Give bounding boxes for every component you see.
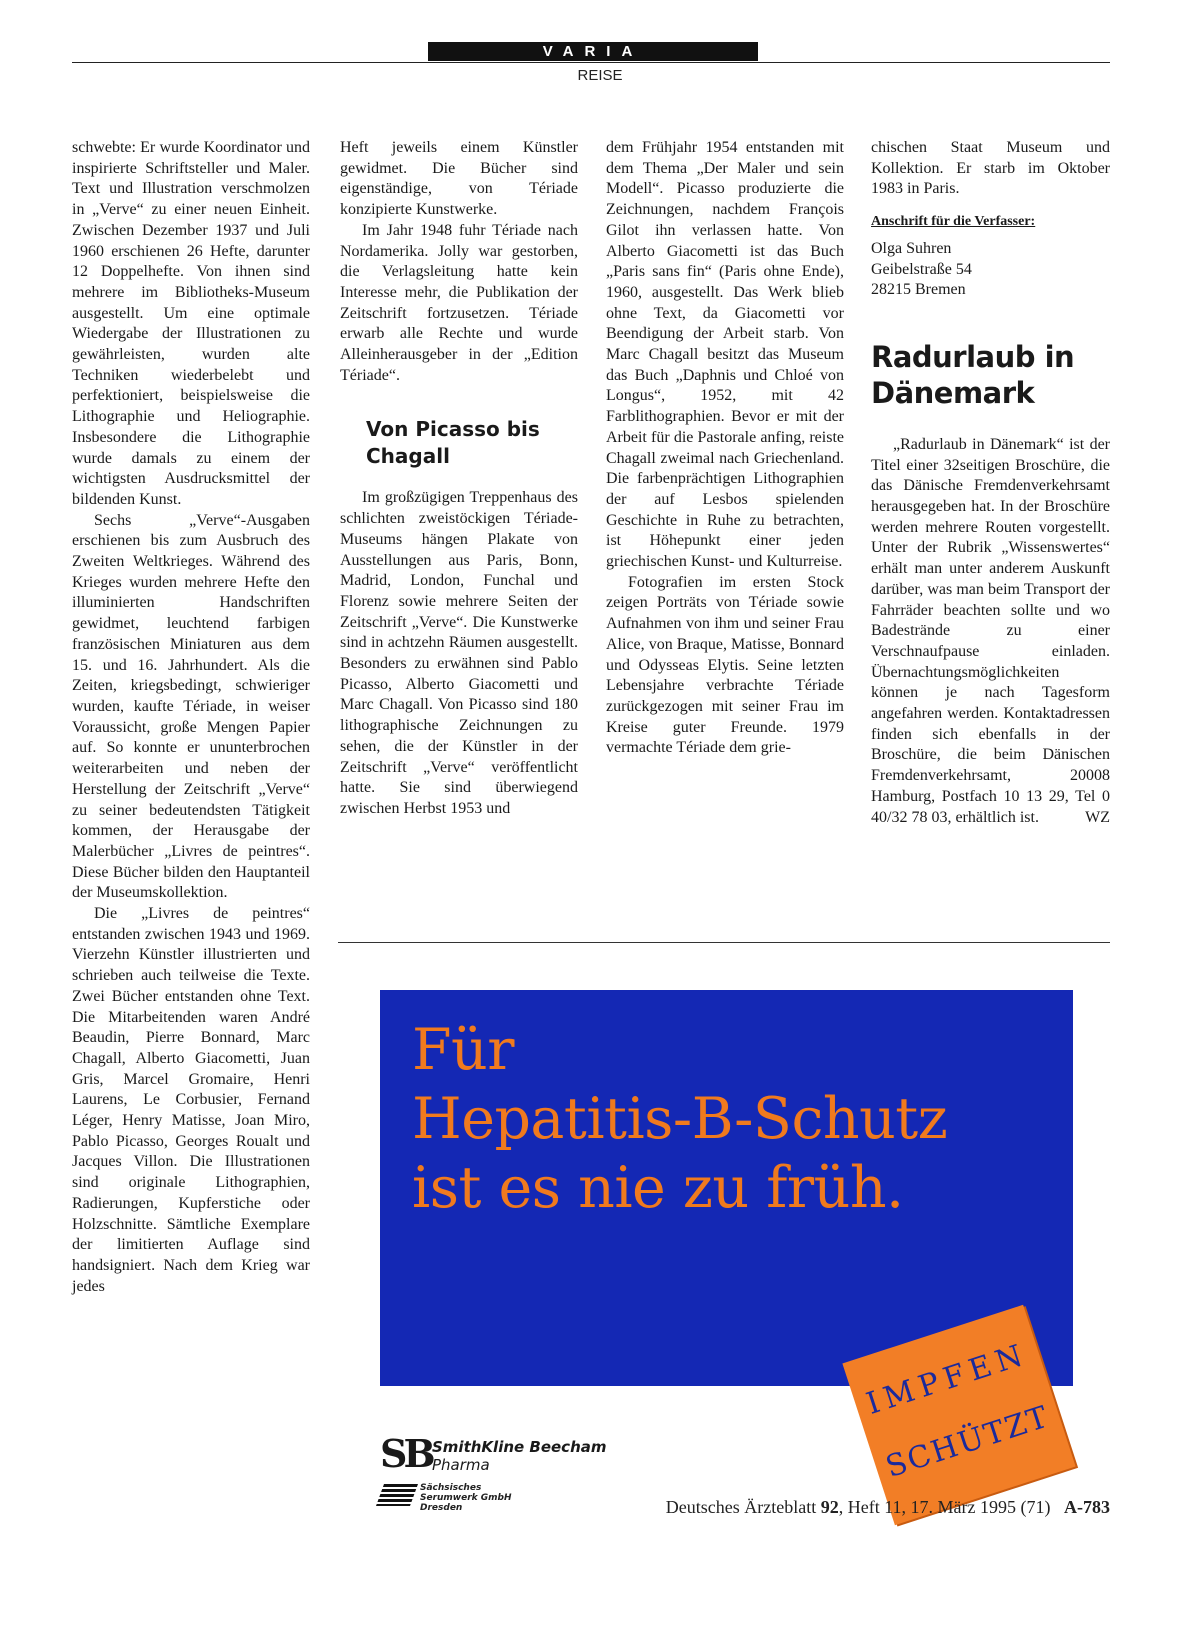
volume-number: 92 (820, 1497, 839, 1517)
paragraph: Im Jahr 1948 fuhr Tériade nach Nordamerika. Jolly war gestorben, die Verlagsleitung hatte kein Interesse mehr, die Publikation der Zeitschrift fortzusetzen. Tériade erwarb alle Rechte und wurde Alleinherausgeber in der „Edition Tériade“. (340, 221, 578, 384)
ad-line-2: Hepatitis-B-Schutz (412, 1086, 948, 1152)
paragraph: Im großzügigen Treppenhaus des schlichten zweistöckigen Tériade-Museums hängen Plakate von Ausstellungen aus Paris, Bonn, Madrid, London, Funchal und Florenz sowie mehrere Seiten der Zeitschrift „Verve“. Die Kunstwerke sind in achtzehn Räumen ausgestellt. Besonders zu erwähnen sind Pablo Picasso, Alberto Giacometti und Marc Chagall. Von Picasso sind 180 lithographische Zeichnungen zu sehen, die der Künstler in der Zeitschrift „Verve“ veröffentlicht hatte. Sie sind überwiegend zwischen Herbst 1953 und (340, 489, 578, 817)
page-number: A-783 (1064, 1497, 1110, 1517)
ad-divider-rule (338, 942, 1110, 943)
serumwerk-logo-icon (376, 1484, 418, 1506)
column-1 (72, 138, 310, 1297)
subheading: Von Picasso bis Chagall (366, 417, 540, 469)
issue-info: , Heft 11, 17. März 1995 (71) (838, 1497, 1051, 1517)
paragraph: Sechs „Verve“-Ausgaben erschienen bis zum Ausbruch des Zweiten Weltkrieges. Während des Krieges wurden mehrere Hefte den illuminierten Handschriften gewidmet, leuchtend farbigen französischen Miniaturen aus dem 15. und 16. Jahrhundert. Als die Zeiten, kriegsbedingt, schwieriger wurden, kaufte Tériade, in weiser Voraussicht, große Mengen Papier auf. So konnte er ununterbrochen weiterarbeiten und neben der Herstellung der Zeitschrift „Verve“ zu seiner bedeutendsten Tätigkeit kommen, der Herausgabe der Malerbücher „Livres de peintres“. Diese Bücher bilden den Hauptanteil der Museumskollektion. (72, 511, 310, 902)
paragraph: Fotografien im ersten Stock zeigen Porträts von Tériade sowie Aufnahmen von ihm und seiner Frau Alice, von Braque, Matisse, Bonnard und Odysseas Elytis. Seine letzten Lebensjahre verbrachte Tériade zurückgezogen mit seiner Frau im Kreise guter Freunde. 1979 vermachte Tériade dem grie- (606, 573, 844, 757)
paragraph-text: „Radurlaub in Dänemark“ ist der Titel einer 32seitigen Broschüre, die das Dänische Fremdenverkehrsamt herausgegeben hat. In der Broschüre werden mehrere Routen vorgestellt. Unter der Rubrik „Wissenswertes“ erhält man unter anderem Auskunft darüber, was man beim Transport der Fahrräder beachten sollte und wo Badestrände zu einer Verschnaufpause einladen. Übernachtungsmöglichkeiten können je nach Tagesform angefahren werden. Kontaktadressen finden sich ebenfalls in der Broschüre, die beim Dänischen Fremdenverkehrsamt, 20008 Hamburg, Postfach 10 13 29, Tel 0 40/32 78 03, erhältlich ist. (871, 435, 1110, 826)
paragraph (871, 435, 1110, 828)
advertisement-text (412, 1016, 1072, 1223)
address-line: Geibelstraße 54 (871, 260, 972, 278)
serumwerk-line: Sächsisches (420, 1483, 482, 1493)
article-headline: Radurlaub in Dänemark (871, 339, 1075, 410)
serumwerk-line: Serumwerk GmbH (420, 1493, 512, 1503)
address-label: Anschrift für die Verfasser: (871, 214, 1036, 230)
stamp-text-top: IMPFEN (862, 1336, 1033, 1422)
sb-logo-mark: SB (380, 1431, 432, 1476)
section-bar: VARIA (428, 42, 758, 61)
serumwerk-line: Dresden (420, 1503, 463, 1513)
stamp-text-bottom: SCHÜTZT (881, 1399, 1054, 1485)
serumwerk-name (420, 1483, 512, 1513)
brand-name: SmithKline Beecham (432, 1438, 607, 1456)
column-3 (606, 138, 844, 759)
paragraph: chischen Staat Museum und Kollektion. Er starb im Oktober 1983 in Paris. (871, 139, 1110, 198)
paragraph: Heft jeweils einem Künstler gewidmet. Die Bücher sind eigenständige, von Tériade konzipierte Kunstwerke. (340, 139, 578, 219)
brand-subtitle: Pharma (432, 1456, 490, 1474)
journal-name: Deutsches Ärzteblatt (665, 1497, 821, 1517)
ad-line-3: ist es nie zu früh. (412, 1155, 904, 1221)
paragraph: schwebte: Er wurde Koordinator und inspirierte Schriftsteller und Maler. Text und Illustration verschmolzen in „Verve“ zu einer neuen Einheit. Zwischen Dezember 1937 und Juli 1960 erschienen 26 Hefte, darunter 12 Doppelhefte. Von ihnen sind mehrere im Bibliotheks-Museum ausgestellt. Um eine optimale Wiedergabe der Illustrationen zu gewährleisten, wurden alte Techniken wiederbelebt und perfektioniert, beispielsweise die Lithographie und Heliographie. Insbesondere die Lithographie wurde damals zu einem der wichtigsten Ausdrucksmittel der bildenden Kunst. (72, 139, 310, 508)
paragraph: Die „Livres de peintres“ entstanden zwischen 1943 und 1969. Vierzehn Künstler illustrierten und schrieben auch teilweise die Texte. Zwei Bücher entstanden ohne Text. Die Mitarbeitenden waren André Beaudin, Pierre Bonnard, Marc Chagall, Alberto Giacometti, Juan Gris, Marcel Gromaire, Henri Laurens, Le Corbusier, Fernand Léger, Henry Matisse, Joan Miro, Pablo Picasso, Georges Roualt und Jacques Villon. Die Illustrationen sind originale Lithographien, Radierungen, Kupferstiche oder Holzschnitte. Sämtliche Exemplare der limitierten Auflage sind handsigniert. Nach dem Krieg war jedes (72, 905, 310, 1295)
address-line: Olga Suhren (871, 239, 952, 257)
column-2 (340, 138, 578, 820)
paragraph: dem Frühjahr 1954 entstanden mit dem Thema „Der Maler und sein Modell“. Picasso produzierte die Zeichnungen, nachdem François Gilot ihn verlassen hatte. Von Alberto Giacometti ist das Buch „Paris sans fin“ (Paris ohne Ende), 1960, ausgestellt. Das Werk blieb ohne Text, da Giacometti vor Beendigung der Arbeit starb. Von Marc Chagall besitzt das Museum das Buch „Daphnis und Chloé von Longus“, 1952, mit 42 Farblithographien. Bevor er mit der Arbeit für die Pastorale anfing, reiste Chagall zweimal nach Griechenland. Die farbenprächtigen Lithographien der auf Lesbos spielenden Geschichte in Ruhe zu betrachten, ist Höhepunkt einer jeden griechischen Kunst- und Kulturreise. (606, 139, 844, 571)
page-footer (597, 1497, 1110, 1518)
section-label: REISE (577, 67, 623, 84)
column-4 (871, 138, 1110, 828)
sponsor-logo (380, 1431, 610, 1524)
author-signature: WZ (1085, 808, 1110, 826)
ad-line-1: Für (412, 1017, 515, 1083)
header-rule (72, 62, 1110, 63)
address-line: 28215 Bremen (871, 281, 966, 299)
